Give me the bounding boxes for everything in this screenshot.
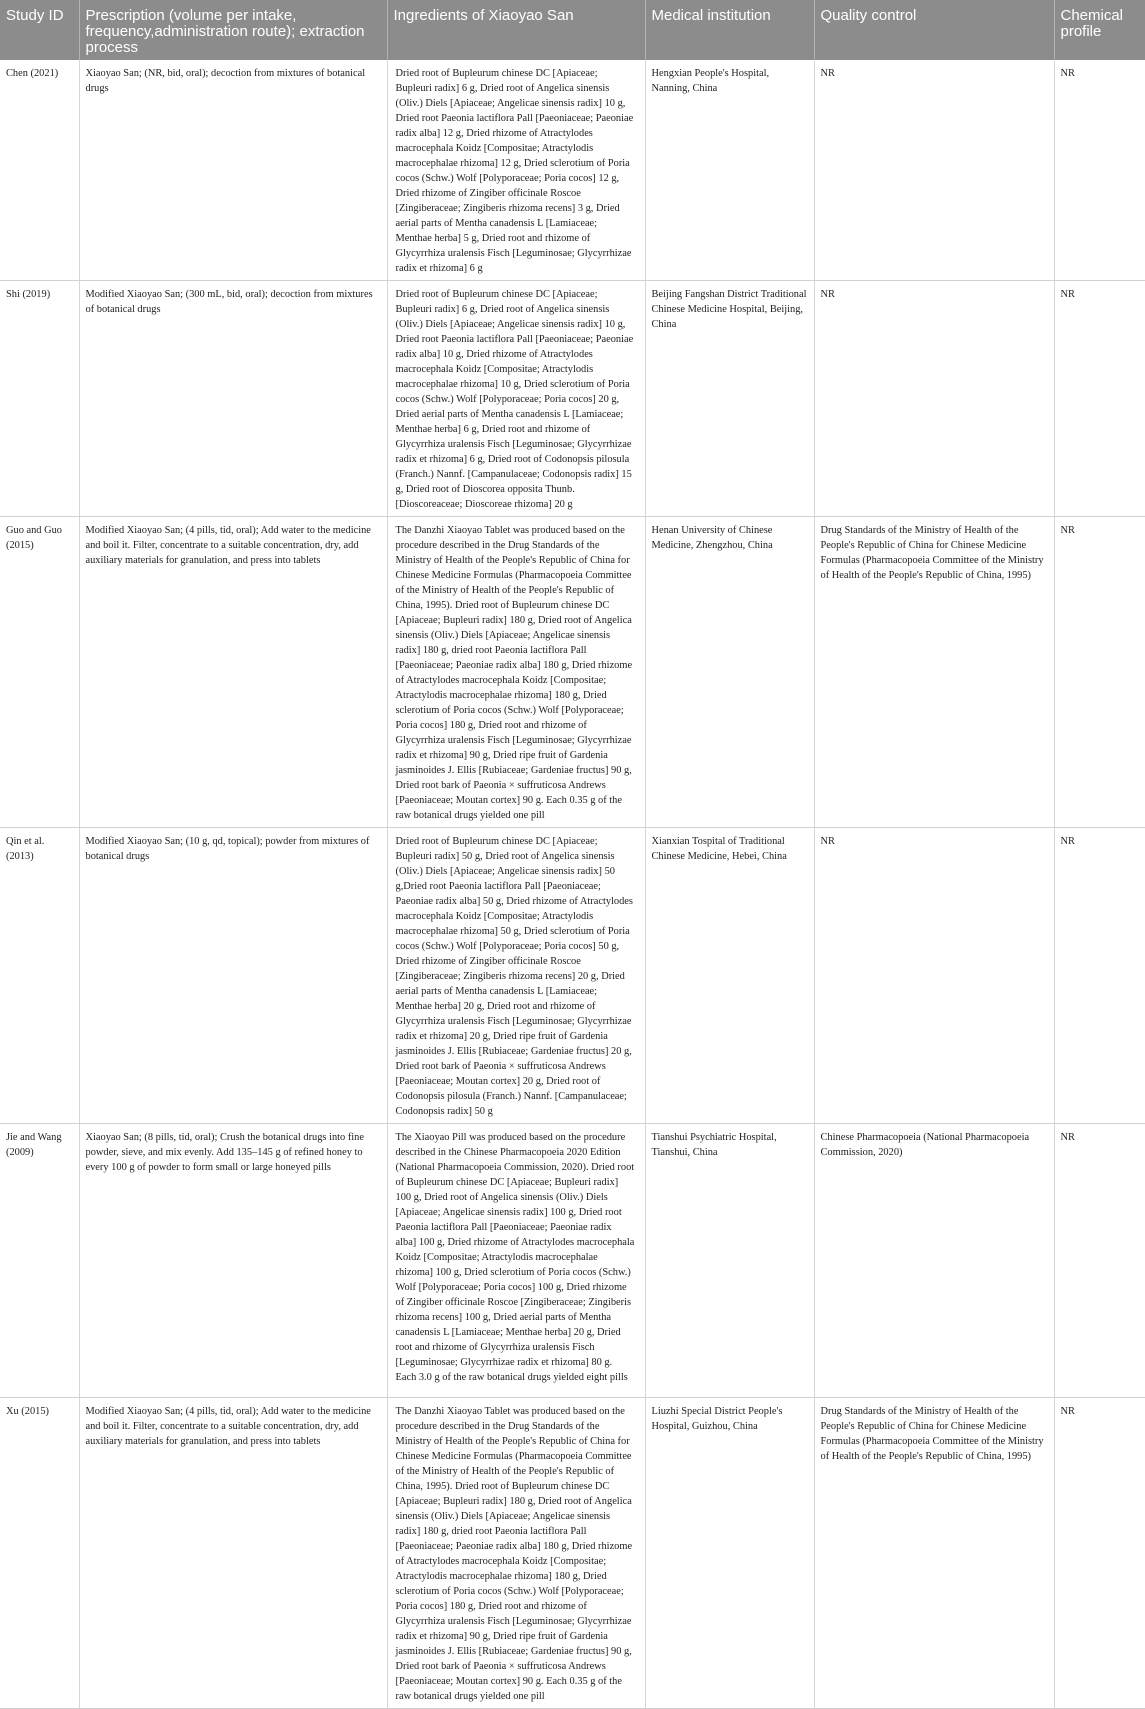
cell-prescription: Modified Xiaoyao San; (10 g, qd, topical); powder from mixtures of botanical drugs [79,828,387,1124]
header-study-id: Study ID [0,0,79,60]
cell-medical-institution: Henan University of Chinese Medicine, Zhengzhou, China [645,517,814,828]
cell-medical-institution: Tianshui Psychiatric Hospital, Tianshui, China [645,1124,814,1398]
table-body [0,60,1145,1709]
table-row [0,828,1145,1124]
cell-study-id: Jie and Wang (2009) [0,1124,79,1398]
cell-prescription: Modified Xiaoyao San; (4 pills, tid, oral); Add water to the medicine and boil it. Filter, concentrate to a suitable concentration, dry, add auxiliary materials for granulation, and press into tablets [79,1398,387,1709]
header-row [0,0,1145,60]
cell-quality-control: NR [814,281,1054,517]
cell-medical-institution: Hengxian People's Hospital, Nanning, China [645,60,814,281]
table-row [0,517,1145,828]
cell-prescription: Xiaoyao San; (8 pills, tid, oral); Crush the botanical drugs into fine powder, sieve, and mix evenly. Add 135–145 g of refined honey to every 100 g of powder to form small or large honeyed pills [79,1124,387,1398]
cell-chemical-profile: NR [1054,60,1145,281]
cell-chemical-profile: NR [1054,281,1145,517]
header-medical-institution: Medical institution [645,0,814,60]
cell-prescription: Modified Xiaoyao San; (4 pills, tid, oral); Add water to the medicine and boil it. Filter, concentrate to a suitable concentration, dry, add auxiliary materials for granulation, and press into tablets [79,517,387,828]
cell-quality-control: Drug Standards of the Ministry of Health of the People's Republic of China for Chinese Medicine Formulas (Pharmacopoeia Committee of the Ministry of Health of the People's Republic of China, 1995) [814,1398,1054,1709]
header-prescription: Prescription (volume per intake, frequency,administration route); extraction process [79,0,387,60]
cell-study-id: Xu (2015) [0,1398,79,1709]
cell-ingredients: The Danzhi Xiaoyao Tablet was produced based on the procedure described in the Drug Standards of the Ministry of Health of the People's Republic of China for Chinese Medicine Formulas (Pharmacopoeia Committee of the Ministry of Health of the People's Republic of China, 1995). Dried root of Bupleurum chinese DC [Apiaceae; Bupleuri radix] 180 g, Dried root of Angelica sinensis (Oliv.) Diels [Apiaceae; Angelicae sinensis radix] 180 g, dried root Paeonia lactiflora Pall [Paeoniaceae; Paeoniae radix alba] 180 g, Dried rhizome of Atractylodes macrocephala Koidz [Compositae; Atractylodis macrocephalae rhizoma] 180 g, Dried sclerotium of Poria cocos (Schw.) Wolf [Polyporaceae; Poria cocos] 180 g, Dried root and rhizome of Glycyrrhiza uralensis Fisch [Leguminosae; Glycyrrhizae radix et rhizoma] 90 g, Dried ripe fruit of Gardenia jasminoides J. Ellis [Rubiaceae; Gardeniae fructus] 90 g, Dried root bark of Paeonia × suffruticosa Andrews [Paeoniaceae; Moutan cortex] 90 g. Each 0.35 g of the raw botanical drugs yielded one pill [387,517,645,828]
cell-ingredients: Dried root of Bupleurum chinese DC [Apiaceae; Bupleuri radix] 6 g, Dried root of Angelica sinensis (Oliv.) Diels [Apiaceae; Angelicae sinensis radix] 10 g, Dried root Paeonia lactiflora Pall [Paeoniaceae; Paeoniae radix alba] 12 g, Dried rhizome of Atractylodes macrocephala Koidz [Compositae; Atractylodis macrocephalae rhizoma] 12 g, Dried sclerotium of Poria cocos (Schw.) Wolf [Polyporaceae; Poria cocos] 12 g, Dried rhizome of Zingiber officinale Roscoe [Zingiberaceae; Zingiberis rhizoma recens] 3 g, Dried aerial parts of Mentha canadensis L [Lamiaceae; Menthae herba] 5 g, Dried root and rhizome of Glycyrrhiza uralensis Fisch [Leguminosae; Glycyrrhizae radix et rhizoma] 6 g [387,60,645,281]
table-row [0,281,1145,517]
table-row [0,60,1145,281]
cell-study-id: Guo and Guo (2015) [0,517,79,828]
table-row [0,1124,1145,1398]
table-header [0,0,1145,60]
cell-chemical-profile: NR [1054,1398,1145,1709]
cell-medical-institution: Xianxian Tospital of Traditional Chinese Medicine, Hebei, China [645,828,814,1124]
cell-study-id: Shi (2019) [0,281,79,517]
cell-ingredients: The Danzhi Xiaoyao Tablet was produced based on the procedure described in the Drug Standards of the Ministry of Health of the People's Republic of China for Chinese Medicine Formulas (Pharmacopoeia Committee of the Ministry of Health of the People's Republic of China, 1995). Dried root of Bupleurum chinese DC [Apiaceae; Bupleuri radix] 180 g, Dried root of Angelica sinensis (Oliv.) Diels [Apiaceae; Angelicae sinensis radix] 180 g, dried root Paeonia lactiflora Pall [Paeoniaceae; Paeoniae radix alba] 180 g, Dried rhizome of Atractylodes macrocephala Koidz [Compositae; Atractylodis macrocephalae rhizoma] 180 g, Dried sclerotium of Poria cocos (Schw.) Wolf [Polyporaceae; Poria cocos] 180 g, Dried root and rhizome of Glycyrrhiza uralensis Fisch [Leguminosae; Glycyrrhizae radix et rhizoma] 90 g, Dried ripe fruit of Gardenia jasminoides J. Ellis [Rubiaceae; Gardeniae fructus] 90 g, Dried root bark of Paeonia × suffruticosa Andrews [Paeoniaceae; Moutan cortex] 90 g. Each 0.35 g of the raw botanical drugs yielded one pill [387,1398,645,1709]
cell-prescription: Modified Xiaoyao San; (300 mL, bid, oral); decoction from mixtures of botanical drugs [79,281,387,517]
cell-quality-control: Chinese Pharmacopoeia (National Pharmacopoeia Commission, 2020) [814,1124,1054,1398]
header-ingredients: Ingredients of Xiaoyao San [387,0,645,60]
header-quality-control: Quality control [814,0,1054,60]
cell-study-id: Chen (2021) [0,60,79,281]
cell-chemical-profile: NR [1054,1124,1145,1398]
cell-quality-control: NR [814,60,1054,281]
cell-study-id: Qin et al. (2013) [0,828,79,1124]
cell-ingredients: Dried root of Bupleurum chinese DC [Apiaceae; Bupleuri radix] 50 g, Dried root of Angelica sinensis (Oliv.) Diels [Apiaceae; Angelicae sinensis radix] 50 g,Dried root Paeonia lactiflora Pall [Paeoniaceae; Paeoniae radix alba] 50 g, Dried rhizome of Atractylodes macrocephala Koidz [Compositae; Atractylodis macrocephalae rhizoma] 50 g, Dried sclerotium of Poria cocos (Schw.) Wolf [Polyporaceae; Poria cocos] 50 g, Dried rhizome of Zingiber officinale Roscoe [Zingiberaceae; Zingiberis rhizoma recens] 20 g, Dried aerial parts of Mentha canadensis L [Lamiaceae; Menthae herba] 20 g, Dried root and rhizome of Glycyrrhiza uralensis Fisch [Leguminosae; Glycyrrhizae radix et rhizoma] 20 g, Dried ripe fruit of Gardenia jasminoides J. Ellis [Rubiaceae; Gardeniae fructus] 20 g, Dried root bark of Paeonia × suffruticosa Andrews [Paeoniaceae; Moutan cortex] 20 g, Dried root of Codonopsis pilosula (Franch.) Nannf. [Campanulaceae; Codonopsis radix] 50 g [387,828,645,1124]
cell-prescription: Xiaoyao San; (NR, bid, oral); decoction from mixtures of botanical drugs [79,60,387,281]
cell-medical-institution: Liuzhi Special District People's Hospital, Guizhou, China [645,1398,814,1709]
cell-ingredients: Dried root of Bupleurum chinese DC [Apiaceae; Bupleuri radix] 6 g, Dried root of Angelica sinensis (Oliv.) Diels [Apiaceae; Angelicae sinensis radix] 10 g, Dried root Paeonia lactiflora Pall [Paeoniaceae; Paeoniae radix alba] 10 g, Dried rhizome of Atractylodes macrocephala Koidz [Compositae; Atractylodis macrocephalae rhizoma] 10 g, Dried sclerotium of Poria cocos (Schw.) Wolf [Polyporaceae; Poria cocos] 20 g, Dried aerial parts of Mentha canadensis L [Lamiaceae; Menthae herba] 6 g, Dried root and rhizome of Glycyrrhiza uralensis Fisch [Leguminosae; Glycyrrhizae radix et rhizoma] 6 g, Dried root of Codonopsis pilosula (Franch.) Nannf. [Campanulaceae; Codonopsis radix] 15 g, Dried root of Dioscorea opposita Thunb. [Dioscoreaceae; Dioscoreae rhizoma] 20 g [387,281,645,517]
cell-quality-control: Drug Standards of the Ministry of Health of the People's Republic of China for Chinese Medicine Formulas (Pharmacopoeia Committee of the Ministry of Health of the People's Republic of China, 1995) [814,517,1054,828]
cell-medical-institution: Beijing Fangshan District Traditional Chinese Medicine Hospital, Beijing, China [645,281,814,517]
table-row [0,1398,1145,1709]
cell-ingredients: The Xiaoyao Pill was produced based on the procedure described in the Chinese Pharmacopoeia 2020 Edition (National Pharmacopoeia Commission, 2020). Dried root of Bupleurum chinese DC [Apiaceae; Bupleuri radix] 100 g, Dried root of Angelica sinensis (Oliv.) Diels [Apiaceae; Angelicae sinensis radix] 100 g, Dried root Paeonia lactiflora Pall [Paeoniaceae; Paeoniae radix alba] 100 g, Dried rhizome of Atractylodes macrocephala Koidz [Compositae; Atractylodis macrocephalae rhizoma] 100 g, Dried sclerotium of Poria cocos (Schw.) Wolf [Polyporaceae; Poria cocos] 100 g, Dried rhizome of Zingiber officinale Roscoe [Zingiberaceae; Zingiberis rhizoma recens] 100 g, Dried aerial parts of Mentha canadensis L [Lamiaceae; Menthae herba] 20 g, Dried root and rhizome of Glycyrrhiza uralensis Fisch [Leguminosae; Glycyrrhizae radix et rhizoma] 80 g. Each 3.0 g of the raw botanical drugs yielded eight pills [387,1124,645,1398]
cell-quality-control: NR [814,828,1054,1124]
cell-chemical-profile: NR [1054,517,1145,828]
cell-chemical-profile: NR [1054,828,1145,1124]
header-chemical-profile: Chemical profile [1054,0,1145,60]
